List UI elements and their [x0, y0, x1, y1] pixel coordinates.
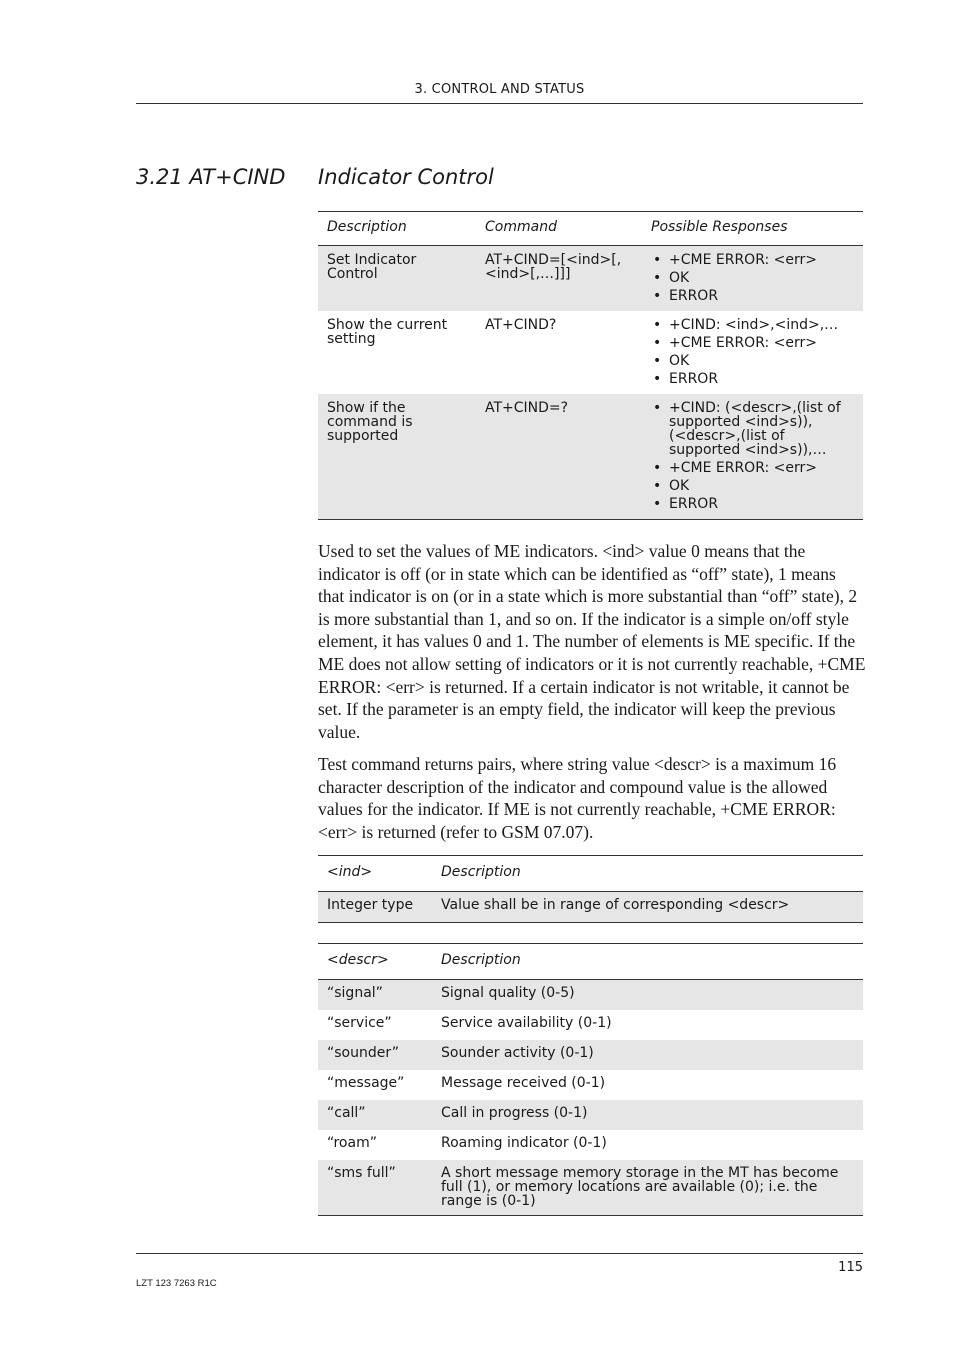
- table-row: [318, 311, 863, 394]
- section-title: Indicator Control: [318, 165, 494, 189]
- column-header: Description: [432, 944, 863, 980]
- row-value: A short message memory storage in the MT has become full (1), or memory locations are available (0); i.e. the range is (0-1): [432, 1160, 863, 1216]
- table-header-row: [318, 212, 863, 246]
- table-row: [318, 1040, 863, 1070]
- table-header-row: [318, 944, 863, 980]
- row-responses: [642, 311, 863, 394]
- column-header: <descr>: [318, 944, 432, 980]
- row-value: Call in progress (0-1): [441, 1105, 588, 1121]
- row-value: Value shall be in range of corresponding <descr>: [432, 892, 863, 923]
- row-command: AT+CIND=[<ind>[,<ind>[,…]]]: [485, 252, 622, 282]
- row-key: “roam”: [327, 1135, 377, 1151]
- row-value: Service availability (0-1): [441, 1015, 612, 1031]
- response-item: • +CIND: <ind>,<ind>,…: [651, 318, 854, 332]
- response-item: • +CME ERROR: <err>: [651, 253, 854, 267]
- table-row: [318, 394, 863, 520]
- response-item: • OK: [651, 479, 854, 493]
- row-description: Show the current setting: [327, 317, 448, 347]
- response-item: • +CME ERROR: <err>: [651, 461, 854, 475]
- running-header: 3. CONTROL AND STATUS: [414, 82, 585, 97]
- body-paragraph: Used to set the values of ME indicators. <ind> value 0 means that the indicator is off (or in state which can be identified as “off” state), 1 means that indicator is on (or in a state which is more substantial than “off” state), 2 is more substantial than 1, and so on. If the indicator is a simple on/off style element, it has values 0 and 1. The number of elements is ME specific. If the ME does not allow setting of indicators or it is not currently reachable, +CME ERROR: <err> is returned. If a certain indicator is not writable, it cannot be set. If the parameter is an empty field, the indicator will keep the previous value.: [318, 541, 866, 742]
- response-item: • +CME ERROR: <err>: [651, 336, 854, 350]
- row-key: Integer type: [318, 892, 432, 923]
- response-item: • OK: [651, 271, 854, 285]
- table-row: [318, 1010, 863, 1040]
- row-key: “signal”: [327, 985, 383, 1001]
- table-row: [318, 892, 863, 923]
- row-command: AT+CIND?: [485, 317, 557, 333]
- response-item: • ERROR: [651, 497, 854, 511]
- row-key: “call”: [327, 1105, 366, 1121]
- descr-table: [318, 943, 863, 1216]
- row-value: Roaming indicator (0-1): [441, 1135, 607, 1151]
- table-row: [318, 246, 863, 312]
- row-value: Signal quality (0-5): [441, 985, 575, 1001]
- row-value: Sounder activity (0-1): [441, 1045, 594, 1061]
- response-item: • ERROR: [651, 372, 854, 386]
- ind-table: [318, 855, 863, 923]
- row-responses: [642, 246, 863, 312]
- row-description: Set Indicator Control: [327, 252, 417, 282]
- table-row: [318, 1100, 863, 1130]
- row-key: “message”: [327, 1075, 405, 1091]
- page-number: 115: [838, 1260, 863, 1275]
- table-row: [318, 980, 863, 1011]
- response-item: • ERROR: [651, 289, 854, 303]
- header-rule: [136, 103, 863, 104]
- row-key: “sounder”: [327, 1045, 399, 1061]
- column-header: Description: [318, 212, 476, 246]
- row-key: “sms full”: [318, 1160, 432, 1216]
- column-header: Possible Responses: [642, 212, 863, 246]
- table-row: [318, 1130, 863, 1160]
- table-header-row: [318, 856, 863, 892]
- footer-rule: [136, 1253, 863, 1254]
- table-row: [318, 1160, 863, 1216]
- column-header: Command: [476, 212, 642, 246]
- command-table: [318, 211, 863, 520]
- response-item: • OK: [651, 354, 854, 368]
- row-key: “service”: [327, 1015, 392, 1031]
- column-header: Description: [432, 856, 863, 892]
- row-command: AT+CIND=?: [476, 394, 642, 520]
- column-header: <ind>: [318, 856, 432, 892]
- body-paragraph: Test command returns pairs, where string value <descr> is a maximum 16 character description of the indicator and compound value is the allowed values for the indicator. If ME is not currently reachable, +CME ERROR: <err> is returned (refer to GSM 07.07).: [318, 754, 837, 842]
- table-row: [318, 1070, 863, 1100]
- response-item: • +CIND: (<descr>,(list of supported <ind>s)),(<descr>,(list of supported <ind>s)),…: [651, 401, 854, 457]
- section-number: 3.21 AT+CIND: [136, 165, 286, 189]
- row-value: Message received (0-1): [441, 1075, 606, 1091]
- row-responses: [642, 394, 863, 520]
- document-id: LZT 123 7263 R1C: [136, 1278, 217, 1289]
- row-description: Show if the command is supported: [318, 394, 476, 520]
